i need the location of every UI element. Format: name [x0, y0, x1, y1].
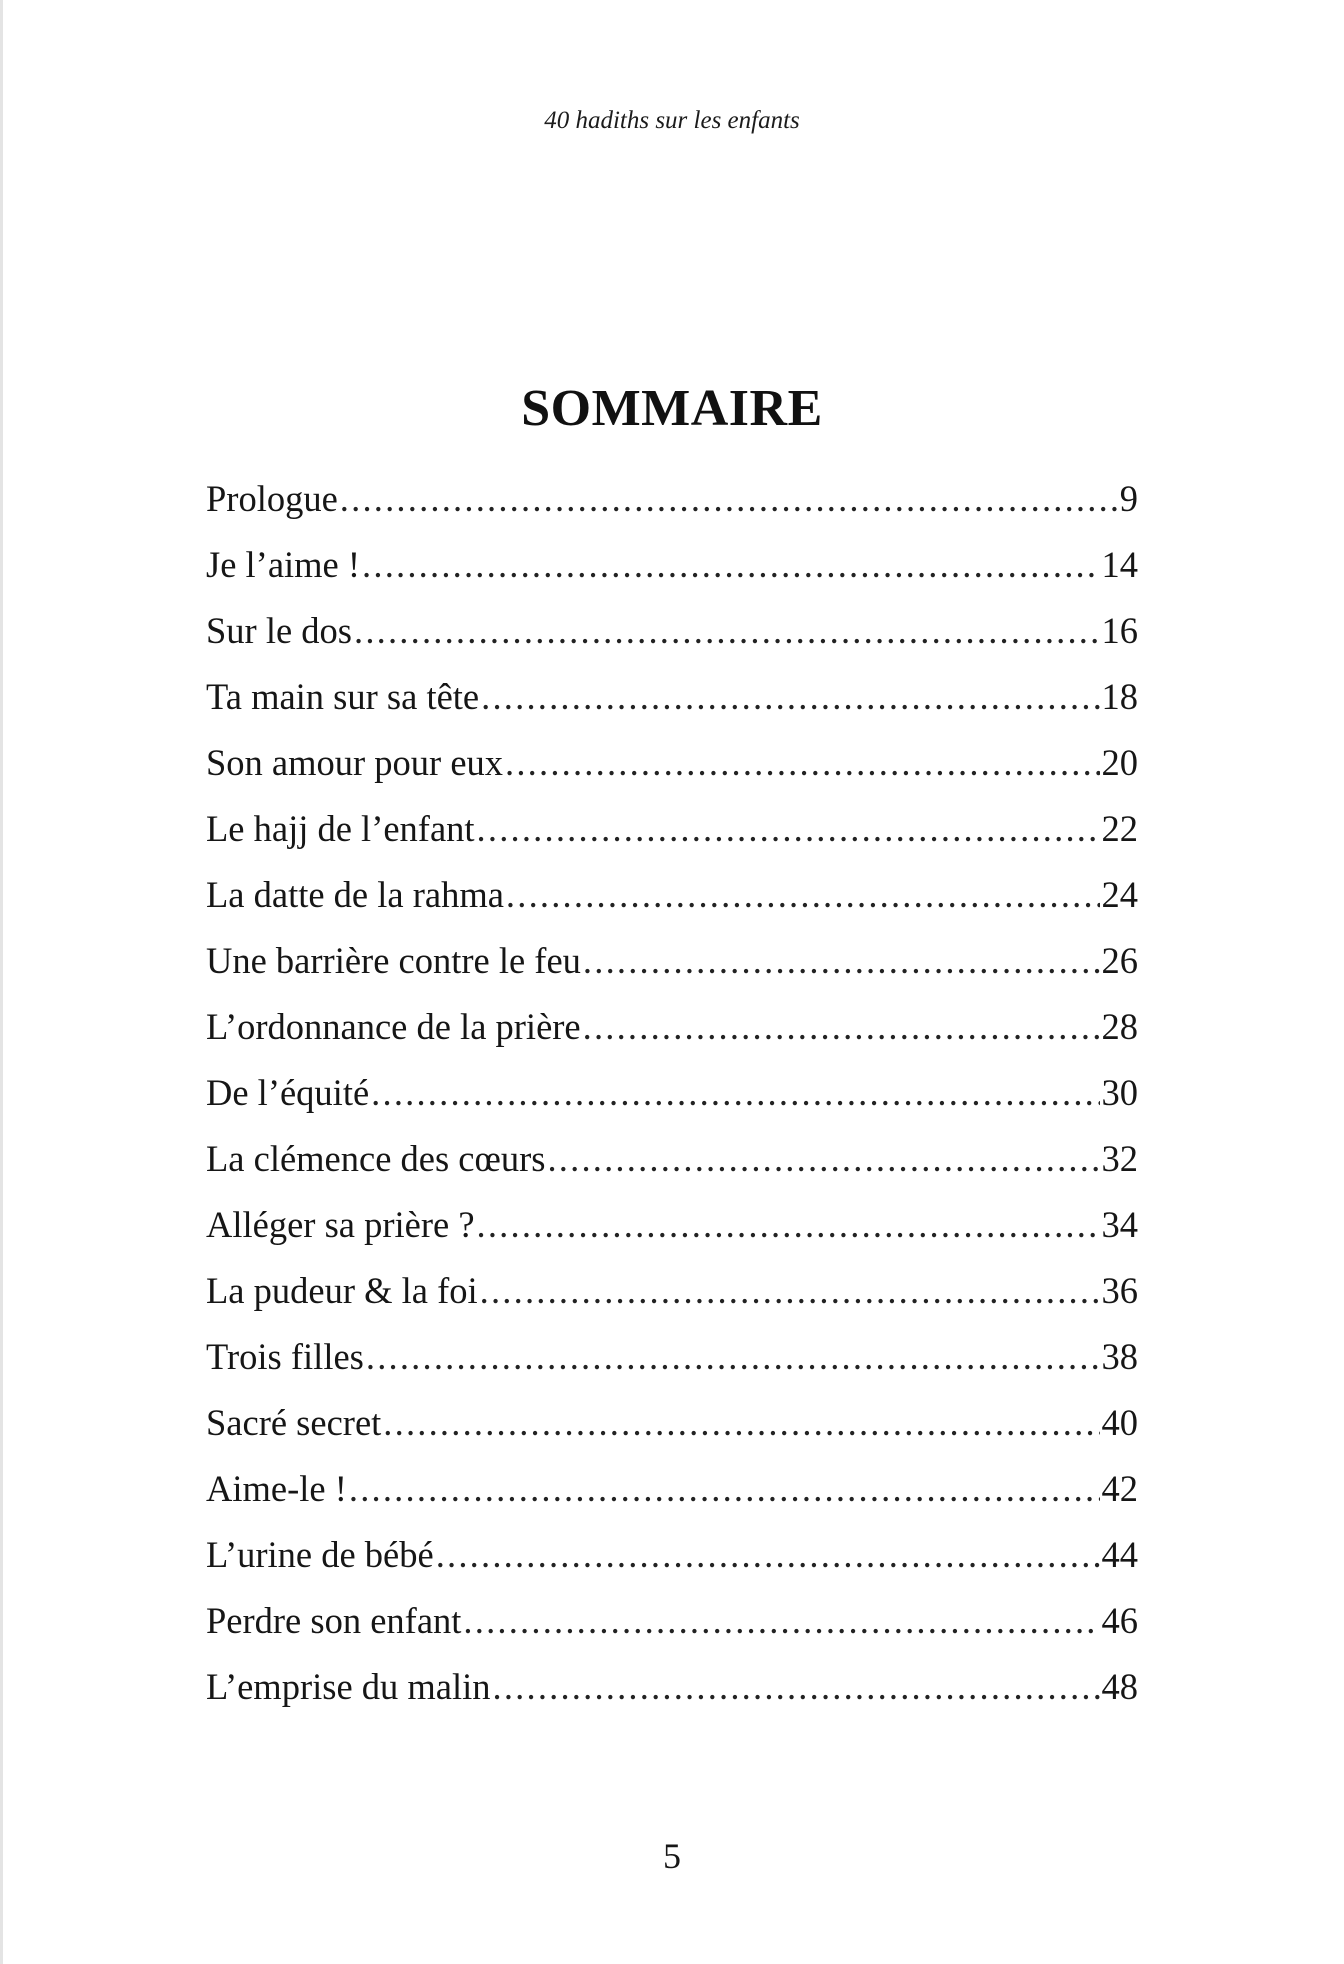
toc-entry-ta-main-sur-sa-tete[interactable] [206, 670, 1138, 736]
toc-entry-page: 36 [1101, 1270, 1138, 1311]
toc-entry-title: Je l’aime ! [206, 544, 361, 585]
dot-leader [506, 868, 1100, 922]
toc-entry-page: 46 [1101, 1600, 1138, 1641]
page-title: SOMMAIRE [521, 379, 823, 437]
toc-entry-title: Prologue [206, 478, 338, 519]
toc-entry-l-ordonnance-de-la-priere[interactable] [206, 1000, 1138, 1066]
dot-leader [349, 1462, 1100, 1516]
dot-leader [481, 670, 1099, 724]
toc-entry-page: 14 [1101, 544, 1138, 585]
toc-entry-title: Sacré secret [206, 1402, 382, 1443]
toc-entry-la-clemence-des-coeurs[interactable] [206, 1132, 1138, 1198]
toc-entry-page: 16 [1101, 610, 1138, 651]
toc-entry-page: 48 [1101, 1666, 1138, 1707]
dot-leader [547, 1132, 1099, 1186]
toc-entry-de-l-equite[interactable] [206, 1066, 1138, 1132]
dot-leader [340, 472, 1118, 526]
toc-entry-title: De l’équité [206, 1072, 370, 1113]
toc-entry-title: L’emprise du malin [206, 1666, 491, 1707]
toc-entry-title: Ta main sur sa tête [206, 676, 480, 717]
toc-entry-title: La pudeur & la foi [206, 1270, 478, 1311]
toc-entry-page: 38 [1101, 1336, 1138, 1377]
toc-entry-page: 30 [1101, 1072, 1138, 1113]
toc-entry-title: La clémence des cœurs [206, 1138, 546, 1179]
dot-leader [505, 736, 1099, 790]
toc-entry-title: Perdre son enfant [206, 1600, 462, 1641]
dot-leader [583, 934, 1100, 988]
toc-entry-title: Le hajj de l’enfant [206, 808, 475, 849]
toc-entry-trois-filles[interactable] [206, 1330, 1138, 1396]
toc-entry-page: 28 [1101, 1006, 1138, 1047]
toc-entry-perdre-son-enfant[interactable] [206, 1594, 1138, 1660]
dot-leader [583, 1000, 1100, 1054]
toc-entry-title: Une barrière contre le feu [206, 940, 581, 981]
toc-entry-le-hajj-de-l-enfant[interactable] [206, 802, 1138, 868]
dot-leader [354, 604, 1100, 658]
dot-leader [366, 1330, 1100, 1384]
toc-entry-sacre-secret[interactable] [206, 1396, 1138, 1462]
dot-leader [463, 1594, 1099, 1648]
toc-entry-title: L’urine de bébé [206, 1534, 434, 1575]
dot-leader [436, 1528, 1100, 1582]
toc-entry-title: Alléger sa prière ? [206, 1204, 475, 1245]
toc-entry-title: Son amour pour eux [206, 742, 504, 783]
toc-entry-title: Trois filles [206, 1336, 364, 1377]
toc-entry-la-datte-de-la-rahma[interactable] [206, 868, 1138, 934]
dot-leader [477, 1198, 1100, 1252]
toc-entry-aime-le[interactable] [206, 1462, 1138, 1528]
page-edge [0, 0, 3, 1964]
toc-entry-prologue[interactable] [206, 472, 1138, 538]
dot-leader [493, 1660, 1100, 1714]
toc-entry-page: 20 [1101, 742, 1138, 783]
toc-entry-son-amour-pour-eux[interactable] [206, 736, 1138, 802]
page-number: 5 [663, 1836, 681, 1876]
toc-entry-page: 32 [1101, 1138, 1138, 1179]
toc-entry-page: 18 [1101, 676, 1138, 717]
toc-entry-page: 44 [1101, 1534, 1138, 1575]
toc-entry-l-urine-de-bebe[interactable] [206, 1528, 1138, 1594]
toc-entry-page: 34 [1101, 1204, 1138, 1245]
toc-entry-title: Sur le dos [206, 610, 352, 651]
toc-entry-page: 24 [1101, 874, 1138, 915]
toc-entry-page: 40 [1101, 1402, 1138, 1443]
toc-entry-page: 9 [1119, 478, 1138, 519]
dot-leader [480, 1264, 1100, 1318]
toc-entry-page: 26 [1101, 940, 1138, 981]
table-of-contents [206, 472, 1138, 1726]
toc-entry-la-pudeur-et-la-foi[interactable] [206, 1264, 1138, 1330]
dot-leader [477, 802, 1100, 856]
toc-entry-title: L’ordonnance de la prière [206, 1006, 581, 1047]
running-head: 40 hadiths sur les enfants [544, 107, 800, 134]
dot-leader [371, 1066, 1099, 1120]
dot-leader [383, 1396, 1099, 1450]
toc-entry-l-emprise-du-malin[interactable] [206, 1660, 1138, 1726]
toc-entry-title: La datte de la rahma [206, 874, 504, 915]
dot-leader [362, 538, 1099, 592]
toc-entry-page: 42 [1101, 1468, 1138, 1509]
toc-entry-une-barriere-contre-le-feu[interactable] [206, 934, 1138, 1000]
toc-entry-title: Aime-le ! [206, 1468, 347, 1509]
toc-entry-alleger-sa-priere[interactable] [206, 1198, 1138, 1264]
toc-entry-sur-le-dos[interactable] [206, 604, 1138, 670]
toc-entry-je-l-aime[interactable] [206, 538, 1138, 604]
toc-entry-page: 22 [1101, 808, 1138, 849]
